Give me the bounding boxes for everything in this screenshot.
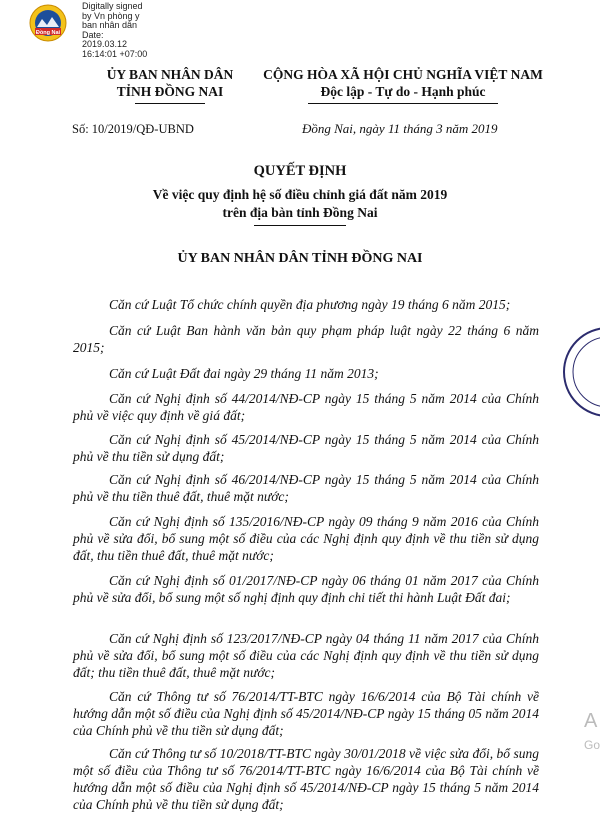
official-stamp [558, 322, 600, 422]
motto-underline [308, 103, 498, 104]
issuer-title: ỦY BAN NHÂN DÂN TỈNH ĐỒNG NAI [177, 251, 423, 266]
legal-basis-paragraph: Căn cứ Luật Đất đai ngày 29 tháng 11 năm 2013; [109, 366, 379, 381]
legal-basis-paragraph: Căn cứ Nghị định số 46/2014/NĐ-CP ngày 15 tháng 5 năm 2014 của Chính phủ về thu tiền thuê đất, thuê mặt nước; [73, 472, 539, 504]
watermark-letter: A [584, 710, 598, 732]
issuer-header [70, 66, 270, 104]
legal-basis-paragraph: Căn cứ Nghị định số 01/2017/NĐ-CP ngày 06 tháng 01 năm 2017 của Chính phủ về sửa đổi, bổ sung một số nghị định quy định chi tiết thi hành Luật Đất đai; [73, 573, 539, 605]
legal-basis-paragraph: Căn cứ Thông tư số 76/2014/TT-BTC ngày 16/6/2014 của Bộ Tài chính về hướng dẫn một số điều của Nghị định số 45/2014/NĐ-CP ngày 15 tháng 05 năm 2014 của Chính phủ về thu tiền sử dụng đất; [73, 689, 539, 738]
subject-underline [254, 225, 346, 226]
legal-basis-paragraph: Căn cứ Nghị định số 123/2017/NĐ-CP ngày 04 tháng 11 năm 2017 của Chính phủ về sửa đổi, bổ sung một số điều của các Nghị định quy định về thu tiền sử dụng đất; thu tiền thuê đất, thuê mặt nước; [73, 631, 539, 680]
national-title: CỘNG HÒA XÃ HỘI CHỦ NGHĨA VIỆT NAM [263, 67, 543, 82]
legal-basis-paragraph: Căn cứ Nghị định số 44/2014/NĐ-CP ngày 15 tháng 5 năm 2014 của Chính phủ về việc quy định về giá đất; [73, 391, 539, 423]
watermark-sub: Go [584, 738, 600, 752]
legal-basis-paragraph: Căn cứ Nghị định số 135/2016/NĐ-CP ngày 09 tháng 9 năm 2016 của Chính phủ về sửa đổi, bổ sung một số điều của các Nghị định quy định về thu tiền sử dụng đất, thu tiền thuê đất, thuê mặt nước; [73, 514, 539, 563]
signature-line: 16:14:01 +07:00 [82, 48, 148, 59]
signature-line: Date: [82, 29, 104, 40]
national-header [248, 66, 558, 104]
subject-line-2: trên địa bàn tỉnh Đồng Nai [222, 205, 378, 220]
legal-basis-paragraph: Căn cứ Nghị định số 45/2014/NĐ-CP ngày 15 tháng 5 năm 2014 của Chính phủ về thu tiền sử dụng đất; [73, 432, 539, 464]
signature-line: 2019.03.12 [82, 39, 128, 49]
issuer-line-2: TỈNH ĐỒNG NAI [116, 84, 224, 99]
legal-basis-paragraph: Căn cứ Thông tư số 10/2018/TT-BTC ngày 30/01/2018 về việc sửa đổi, bổ sung một số điều của Thông tư số 76/2014/TT-BTC ngày 16/6/2014 của Bộ Tài chính về hướng dẫn một số điều của Nghị định số 45/2014/NĐ-CP ngày 15 tháng 5 năm 2014 của Chính phủ về thu tiền sử dụng đất; [73, 746, 539, 812]
issuer-line-1: ỦY BAN NHÂN DÂN [106, 67, 234, 82]
decision-title: QUYẾT ĐỊNH [253, 163, 347, 179]
digital-signature-block [82, 2, 147, 59]
province-logo [28, 3, 68, 43]
issuer-underline [135, 103, 205, 104]
signature-line: by Vn phòng y [82, 10, 140, 21]
legal-basis-paragraph: Căn cứ Luật Ban hành văn bản quy phạm pháp luật ngày 22 tháng 6 năm 2015; [73, 323, 539, 355]
svg-text:Đồng Nai: Đồng Nai [35, 30, 61, 36]
national-motto: Độc lập - Tự do - Hạnh phúc [320, 84, 486, 99]
document-number: Số: 10/2019/QĐ-UBND [72, 122, 194, 136]
signature-line: Digitally signed [82, 1, 143, 11]
signature-line: ban nhân dân [82, 20, 138, 30]
legal-basis-paragraph: Căn cứ Luật Tổ chức chính quyền địa phương ngày 19 tháng 6 năm 2015; [109, 297, 511, 312]
date-line: Đồng Nai, ngày 11 tháng 3 năm 2019 [302, 121, 498, 136]
subject-line-1: Về việc quy định hệ số điều chỉnh giá đất năm 2019 [152, 187, 448, 202]
